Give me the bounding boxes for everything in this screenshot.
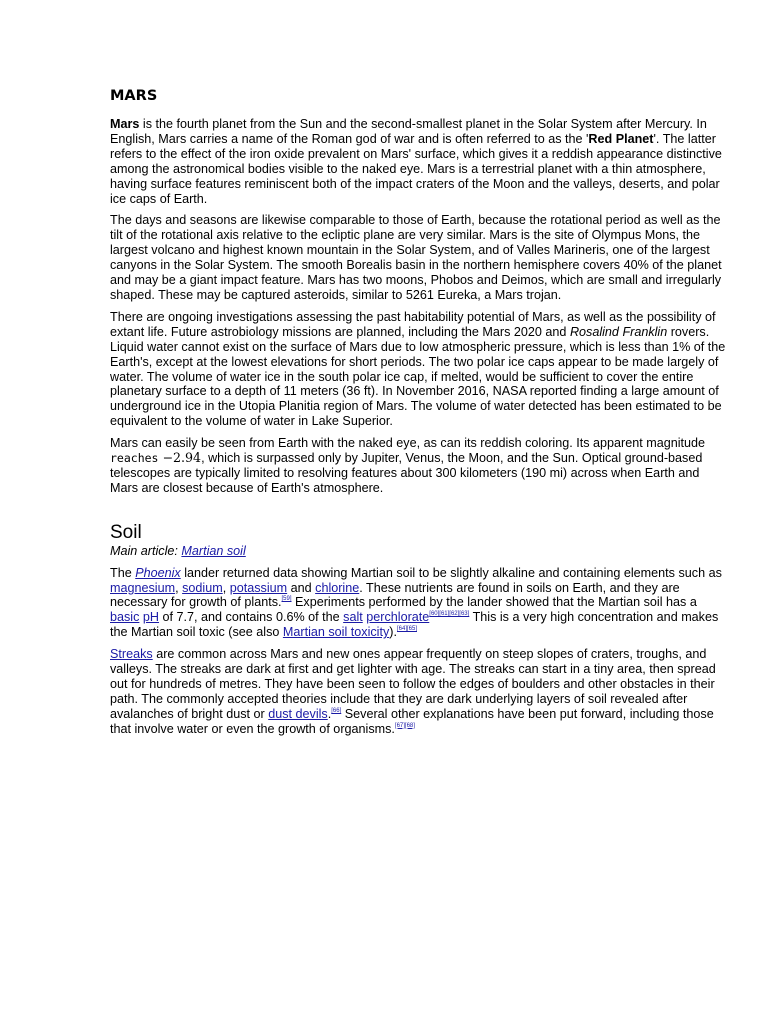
hatnote-main-article: Main article: Martian soil	[110, 543, 246, 558]
mars-paragraph-4: Mars can easily be seen from Earth with the naked eye, as can its reddish coloring. Its apparent magnitude reaches −2.94, which is surpassed only by Jupiter, Venus, the Moon, and the Sun. Optical ground-based telescopes are typically limited to resolving features about 300 kilometers (190 mi) across when Earth and Mars are closest because of Earth's atmosphere.	[110, 436, 706, 495]
link-magnesium[interactable]: magnesium	[110, 580, 176, 595]
soil-paragraph-2: Streaks are common across Mars and new ones appear frequently on steep slopes of craters, troughs, and valleys. The streaks are dark at first and get lighter with age. The streaks can start in a tiny area, then spread out for hundreds of metres. They have been seen to follow the edges of boulders and other obstacles in their path. The commonly accepted theories include that they are dark underlying layers of soil revealed after avalanches of bright dust or dust devils.[66] Several other explanations have been put forward, including those that involve water or even the growth of organisms.[67][68]	[110, 647, 716, 736]
mars-paragraph-1: Mars is the fourth planet from the Sun and the second-smallest planet in the Solar System after Mercury. In English, Mars carries a name of the Roman god of war and is often referred to as the 'Red Planet'. The latter refers to the effect of the iron oxide prevalent on Mars' surface, which gives it a reddish appearance distinctive among the astronomical bodies visible to the naked eye. Mars is a terrestrial planet with a thin atmosphere, having surface features reminiscent both of the impact craters of the Moon and the valleys, deserts, and polar ice caps of Earth.	[110, 117, 722, 206]
section-title-mars: MARS	[110, 88, 158, 104]
link-chlorine[interactable]: chlorine	[315, 580, 360, 595]
citation-64-65[interactable]: [64][65]	[396, 626, 417, 633]
link-potassium[interactable]: potassium	[229, 580, 288, 595]
link-ph[interactable]: pH	[142, 610, 160, 625]
link-phoenix[interactable]: Phoenix	[135, 565, 181, 580]
link-sodium[interactable]: sodium	[182, 580, 223, 595]
soil-paragraph-1: The Phoenix lander returned data showing Martian soil to be slightly alkaline and containing elements such as magnesium, sodium, potassium and chlorine. These nutrients are found in soils on Earth, and they are necessary for growth of plants.[59] Experiments performed by the lander showed that the Martian soil has a basic pH of 7.7, and contains 0.6% of the salt perchlorate[60][61][62][63] This is a very high concentration and makes the Martian soil toxic (see also Martian soil toxicity).[64][65]	[110, 565, 722, 640]
link-perchlorate[interactable]: perchlorate	[366, 610, 430, 625]
link-dust-devils[interactable]: dust devils	[268, 706, 328, 721]
citation-60-63[interactable]: [60][61][62][63]	[429, 611, 470, 618]
link-streaks[interactable]: Streaks	[110, 647, 153, 662]
citation-59[interactable]: [59]	[281, 596, 292, 603]
bold-term-red-planet: Red Planet	[588, 131, 654, 146]
italic-rosalind-franklin: Rosalind Franklin	[569, 324, 668, 339]
citation-67-68[interactable]: [67][68]	[394, 722, 415, 729]
link-basic[interactable]: basic	[110, 610, 140, 625]
link-martian-soil[interactable]: Martian soil	[181, 543, 246, 558]
mars-paragraph-2: The days and seasons are likewise comparable to those of Earth, because the rotational period as well as the tilt of the rotational axis relative to the ecliptic plane are very similar. Mars is the site of Olympus Mons, the largest volcano and highest known mountain in the Solar System, and of Valles Marineris, one of the largest canyons in the Solar System. The smooth Borealis basin in the northern hemisphere covers 40% of the planet and may be a giant impact feature. Mars has two moons, Phobos and Deimos, which are small and irregularly shaped. These may be captured asteroids, similar to 5261 Eureka, a Mars trojan.	[110, 213, 722, 302]
mars-paragraph-3: There are ongoing investigations assessing the past habitability potential of Mars, as well as the possibility of extant life. Future astrobiology missions are planned, including the Mars 2020 and Rosalind Franklin rovers. Liquid water cannot exist on the surface of Mars due to low atmospheric pressure, which is less than 1% of the Earth's, except at the lowest elevations for short periods. The two polar ice caps appear to be made largely of water. The volume of water ice in the south polar ice cap, if melted, would be sufficient to cover the entire planetary surface to a depth of 11 meters (36 ft). In November 2016, NASA reported finding a large amount of underground ice in the Utopia Planitia region of Mars. The volume of water detected has been estimated to be equivalent to the volume of water in Lake Superior.	[110, 309, 726, 429]
link-salt[interactable]: salt	[343, 610, 363, 625]
magnitude-value: −2.94	[158, 450, 202, 466]
link-martian-soil-toxicity[interactable]: Martian soil toxicity	[282, 625, 390, 640]
section-title-soil: Soil	[110, 521, 142, 543]
citation-66[interactable]: [66]	[331, 707, 342, 714]
magnitude-word: reaches	[110, 451, 159, 466]
bold-term-mars: Mars	[110, 117, 140, 131]
